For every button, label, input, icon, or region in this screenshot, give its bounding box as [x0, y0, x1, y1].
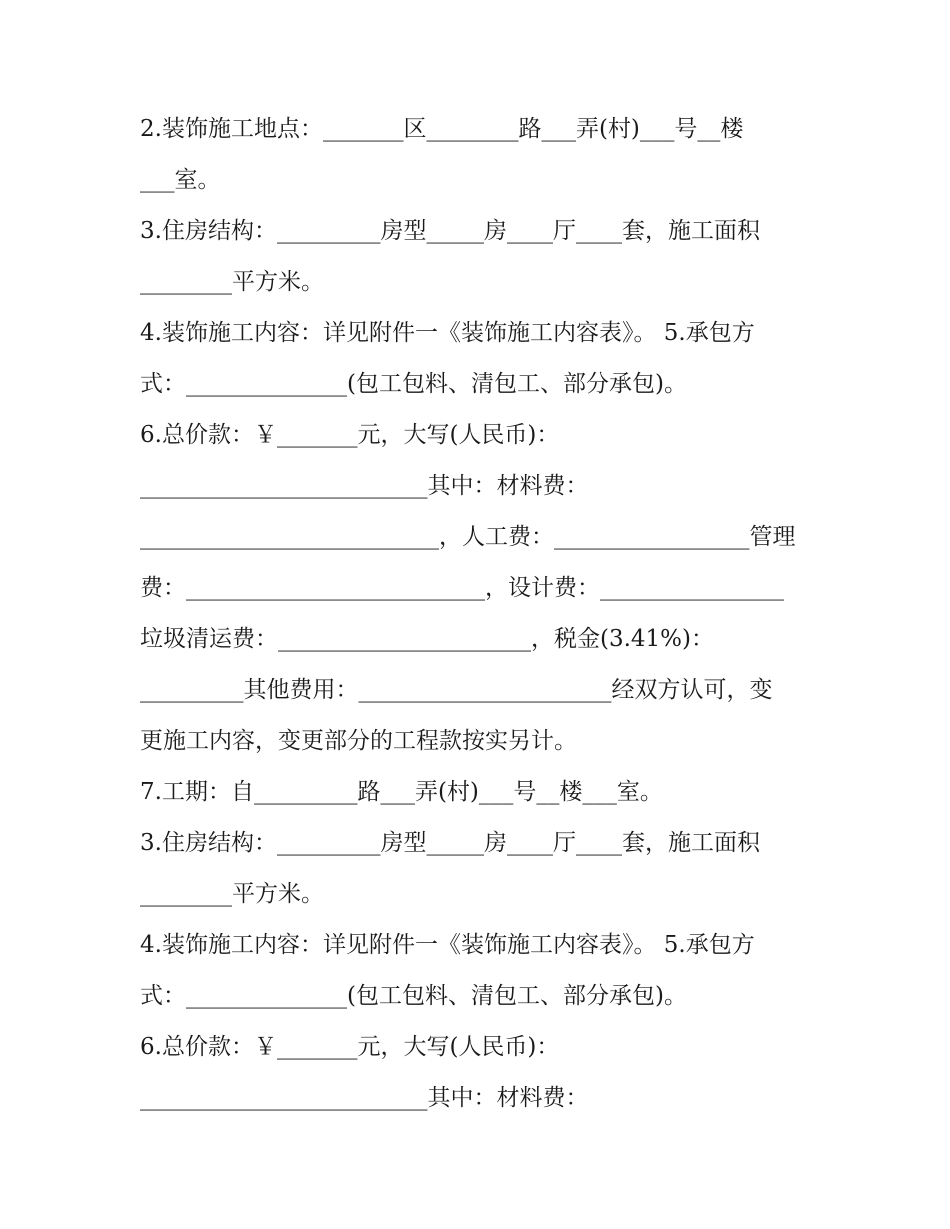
text-line: 4.装饰施工内容：详见附件一《装饰施工内容表》。 5.承包方 — [140, 932, 755, 958]
text-line: 式：______________(包工包料、清包工、部分承包)。 — [140, 983, 687, 1009]
text-line: 3.住房结构：_________房型_____房____厅____套，施工面积 — [140, 218, 760, 244]
text-line: ________平方米。 — [140, 269, 324, 295]
text-line: _________________________其中：材料费： — [140, 473, 589, 499]
text-line: ________平方米。 — [140, 881, 324, 907]
text-line: 6.总价款：￥_______元，大写(人民币)： — [140, 422, 560, 448]
text-line: 6.总价款：￥_______元，大写(人民币)： — [140, 1034, 560, 1060]
document-page — [140, 104, 810, 1124]
text-line: 4.装饰施工内容：详见附件一《装饰施工内容表》。 5.承包方 — [140, 320, 755, 346]
text-line: 式：______________(包工包料、清包工、部分承包)。 — [140, 371, 687, 397]
text-line: 费：__________________________，设计费：________________ — [140, 575, 784, 601]
text-line: 更施工内容，变更部分的工程款按实另计。 — [140, 728, 577, 754]
text-line: 垃圾清运费：______________________，税金(3.41%)： — [140, 626, 715, 652]
text-line: _________其他费用：______________________经双方认可，变 — [140, 677, 773, 703]
text-line: 2.装饰施工地点：_______区________路___弄(村)___号__楼 — [140, 116, 744, 142]
text-line: 7.工期：自_________路___弄(村)___号__楼___室。 — [140, 779, 663, 805]
text-line: __________________________，人工费：_________________管理 — [140, 524, 796, 550]
text-line: 3.住房结构：_________房型_____房____厅____套，施工面积 — [140, 830, 760, 856]
text-line: ___室。 — [140, 167, 221, 193]
text-line: _________________________其中：材料费： — [140, 1085, 589, 1111]
